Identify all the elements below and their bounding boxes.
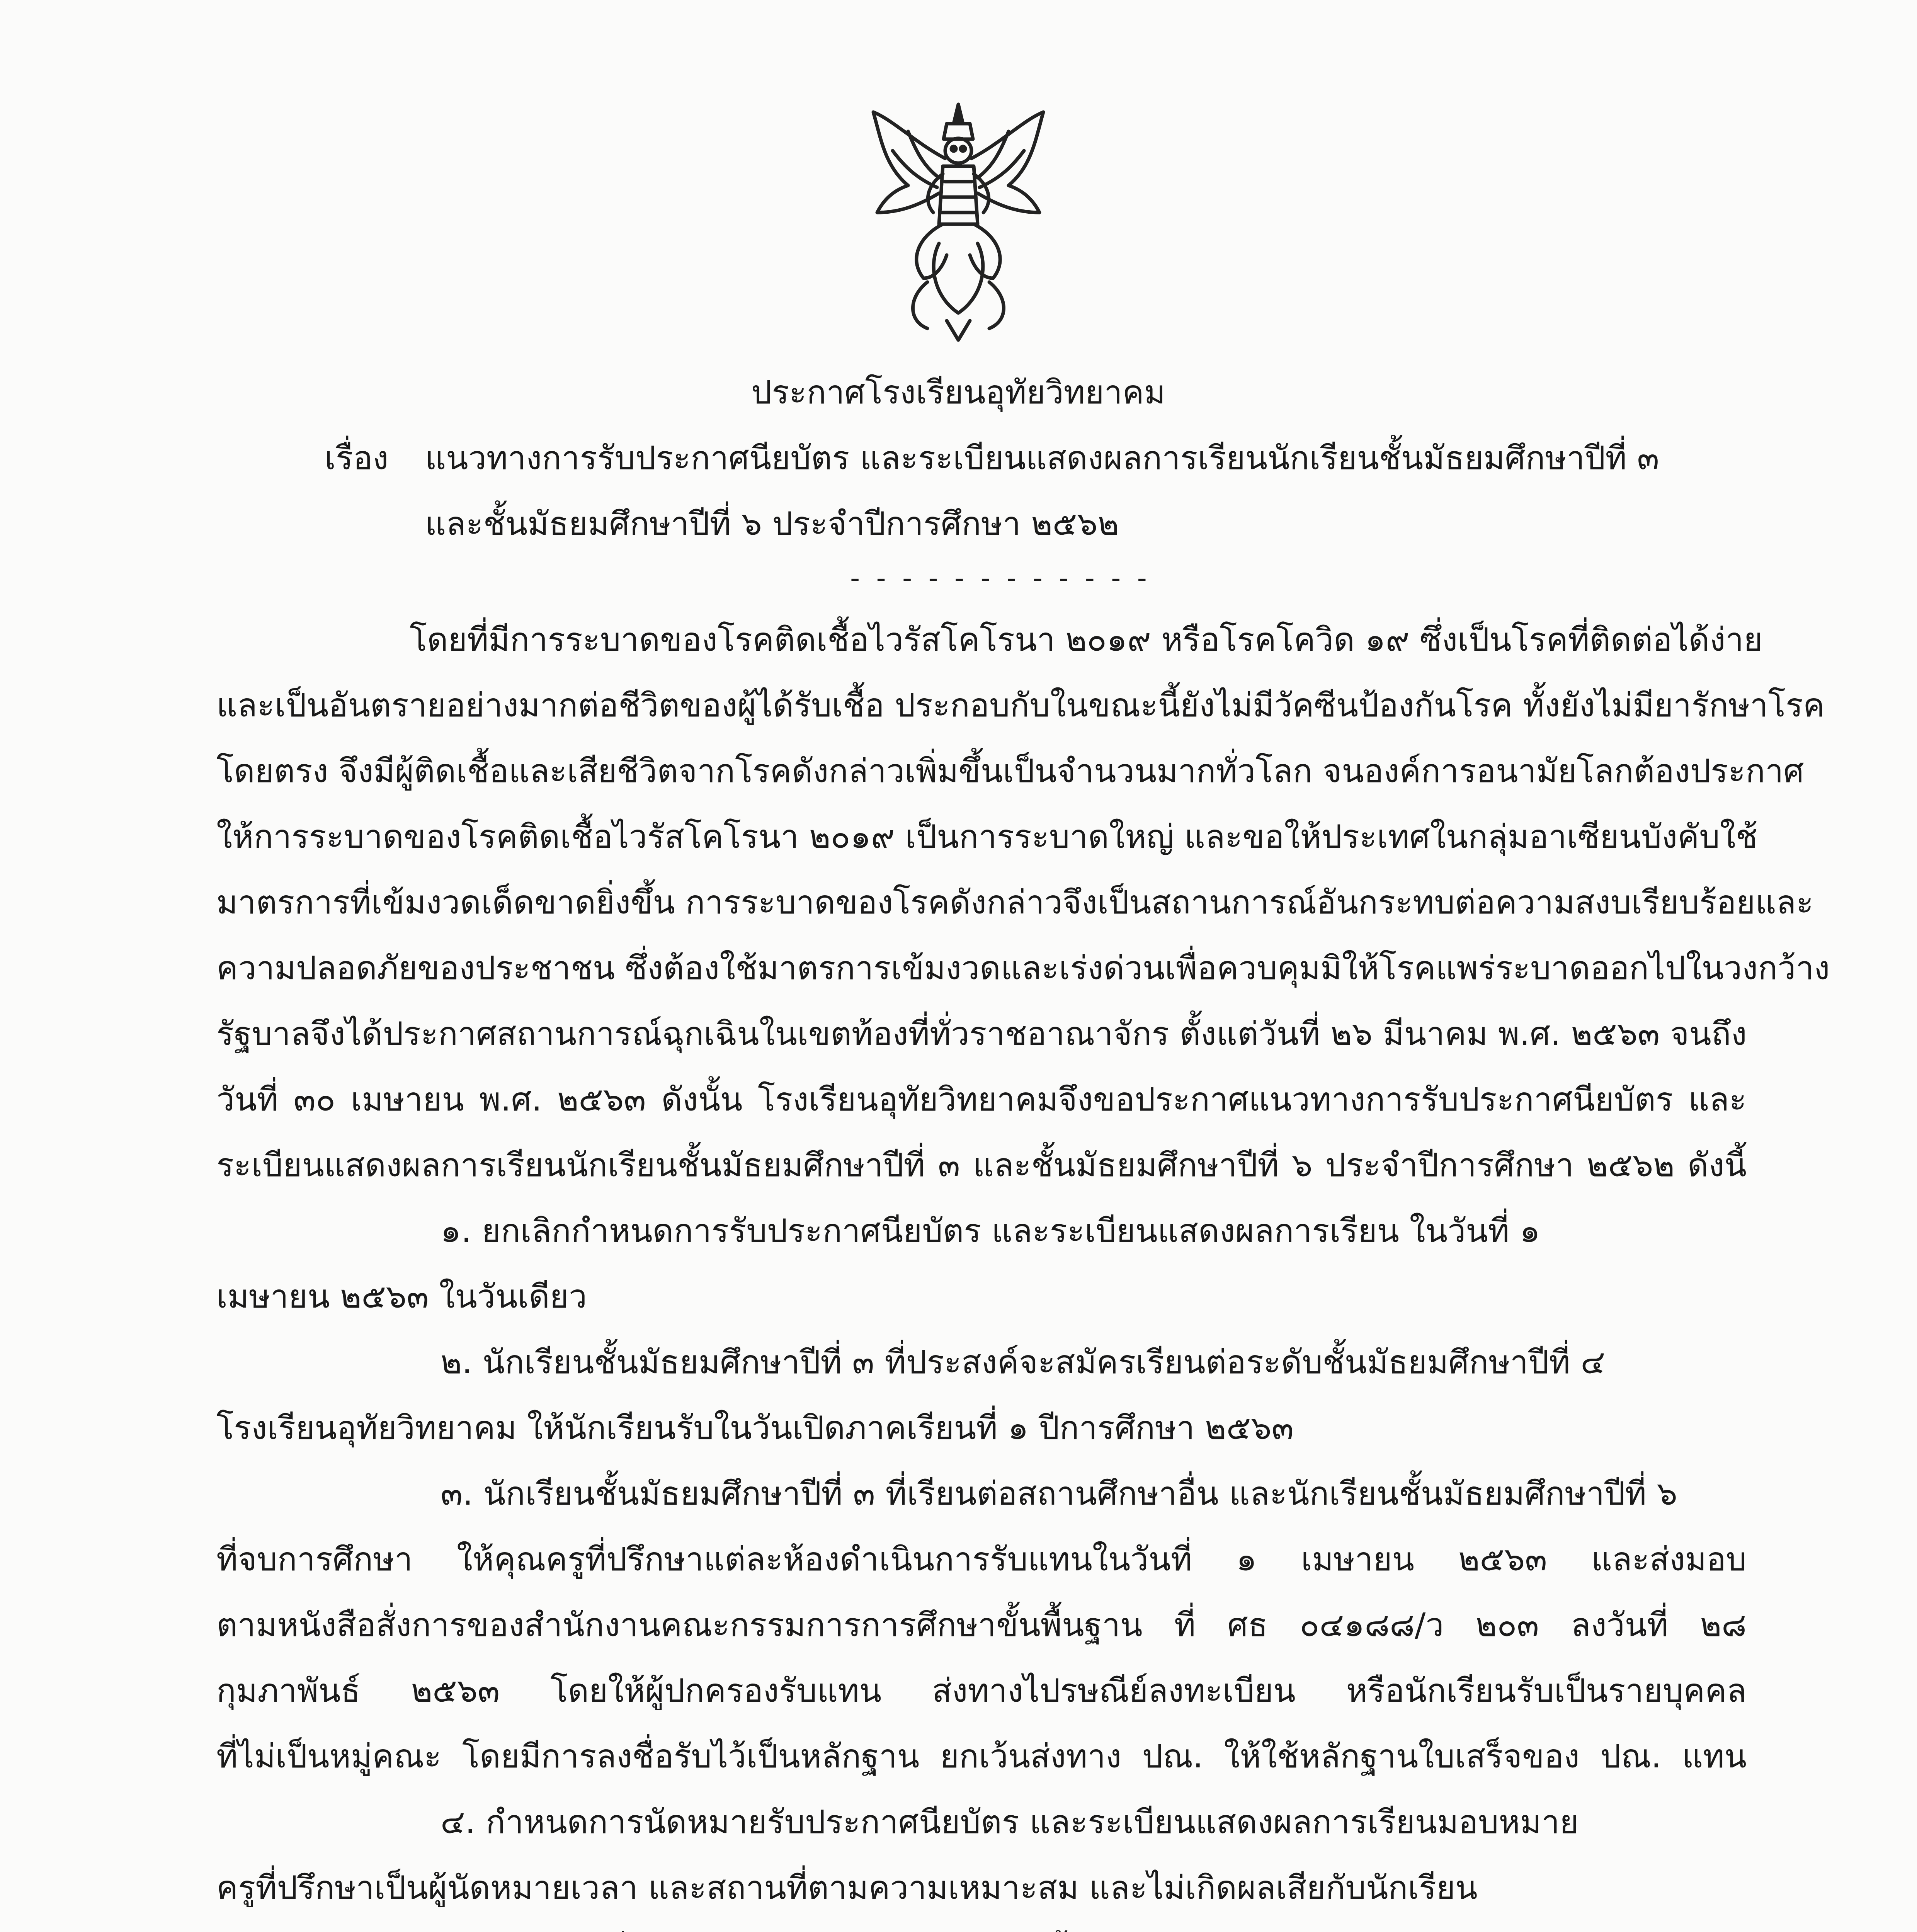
item-2-line: โรงเรียนอุทัยวิทยาคม ให้นักเรียนรับในวันเปิดภาคเรียนที่ ๑ ปีการศึกษา ๒๕๖๓ xyxy=(216,1409,1294,1447)
item-1-line: เมษายน ๒๕๖๓ ในวันเดียว xyxy=(216,1277,587,1315)
preamble-line: ระเบียนแสดงผลการเรียนนักเรียนชั้นมัธยมศึกษาปีที่ ๓ และชั้นมัธยมศึกษาปีที่ ๖ ประจำปีการศึกษา ๒๕๖๒ ดังนี้ xyxy=(216,1146,1747,1184)
preamble-line: โดยที่มีการระบาดของโรคติดเชื้อไวรัสโคโรนา ๒๐๑๙ หรือโรคโควิด ๑๙ ซึ่งเป็นโรคที่ติดต่อได้ง่าย xyxy=(410,621,1763,658)
item-4-line: ครูที่ปรึกษาเป็นผู้นัดหมายเวลา และสถานที่ตามความเหมาะสม และไม่เกิดผลเสียกับนักเรียน xyxy=(216,1869,1478,1906)
item-3-line: ที่ไม่เป็นหมู่คณะ โดยมีการลงชื่อรับไว้เป็นหลักฐาน ยกเว้นส่งทาง ปณ. ให้ใช้หลักฐานใบเสร็จของ ปณ. แทน xyxy=(216,1737,1747,1775)
item-1-line: ๑. ยกเลิกกำหนดการรับประกาศนียบัตร และระเบียนแสดงผลการเรียน ในวันที่ ๑ xyxy=(441,1212,1541,1250)
item-2-line: ๒. นักเรียนชั้นมัธยมศึกษาปีที่ ๓ ที่ประสงค์จะสมัครเรียนต่อระดับชั้นมัธยมศึกษาปีที่ ๔ xyxy=(441,1343,1606,1381)
preamble-line: มาตรการที่เข้มงวดเด็ดขาดยิ่งขึ้น การระบาดของโรคดังกล่าวจึงเป็นสถานการณ์อันกระทบต่อความสงบเรียบร้อยและ xyxy=(216,883,1814,921)
subject-line-1: แนวทางการรับประกาศนียบัตร และระเบียนแสดงผลการเรียนนักเรียนชั้นมัธยมศึกษาปีที่ ๓ xyxy=(425,439,1659,477)
preamble-line: และเป็นอันตรายอย่างมากต่อชีวิตของผู้ได้รับเชื้อ ประกอบกับในขณะนี้ยังไม่มีวัคซีนป้องกันโรค ทั้งยังไม่มียารักษาโรค xyxy=(216,686,1825,724)
item-3-line: ตามหนังสือสั่งการของสำนักงานคณะกรรมการการศึกษาขั้นพื้นฐาน ที่ ศธ ๐๔๑๘๘/ว ๒๐๓ ลงวันที่ ๒๘ xyxy=(216,1606,1747,1644)
preamble-line: ความปลอดภัยของประชาชน ซึ่งต้องใช้มาตรการเข้มงวดและเร่งด่วนเพื่อควบคุมมิให้โรคแพร่ระบาดออกไปในวงกว้าง xyxy=(216,949,1830,987)
preamble-line: รัฐบาลจึงได้ประกาศสถานการณ์ฉุกเฉินในเขตท้องที่ทั่วราชอาณาจักร ตั้งแต่วันที่ ๒๖ มีนาคม พ.ศ. ๒๕๖๓ จนถึง xyxy=(216,1015,1747,1053)
item-4-line: ๔. กำหนดการนัดหมายรับประกาศนียบัตร และระเบียนแสดงผลการเรียนมอบหมาย xyxy=(441,1803,1579,1841)
preamble-line: วันที่ ๓๐ เมษายน พ.ศ. ๒๕๖๓ ดังนั้น โรงเรียนอุทัยวิทยาคมจึงขอประกาศแนวทางการรับประกาศนียบัตร และ xyxy=(216,1080,1747,1118)
announcement-title: ประกาศโรงเรียนอุทัยวิทยาคม xyxy=(751,373,1166,411)
preamble-line: ให้การระบาดของโรคติดเชื้อไวรัสโคโรนา ๒๐๑๙ เป็นการระบาดใหญ่ และขอให้ประเทศในกลุ่มอาเซียนบังคับใช้ xyxy=(216,818,1758,855)
subject-label: เรื่อง xyxy=(325,439,389,477)
subject-line-2: และชั้นมัธยมศึกษาปีที่ ๖ ประจำปีการศึกษา ๒๕๖๒ xyxy=(425,505,1119,543)
garuda-emblem-icon xyxy=(850,97,1067,344)
item-3-line: กุมภาพันธ์ ๒๕๖๓ โดยให้ผู้ปกครองรับแทน ส่งทางไปรษณีย์ลงทะเบียน หรือนักเรียนรับเป็นรายบุคคล xyxy=(216,1672,1747,1709)
item-3-line: ที่จบการศึกษา ให้คุณครูที่ปรึกษาแต่ละห้องดำเนินการรับแทนในวันที่ ๑ เมษายน ๒๕๖๓ และส่งมอบ xyxy=(216,1540,1747,1578)
item-3-line: ๓. นักเรียนชั้นมัธยมศึกษาปีที่ ๓ ที่เรียนต่อสถานศึกษาอื่น และนักเรียนชั้นมัธยมศึกษาปีที่ ๖ xyxy=(441,1475,1677,1512)
separator-dashes: - - - - - - - - - - - - xyxy=(850,562,1151,594)
preamble-line: โดยตรง จึงมีผู้ติดเชื้อและเสียชีวิตจากโรคดังกล่าวเพิ่มขึ้นเป็นจำนวนมากทั่วโลก จนองค์การอนามัยโลกต้องประกาศ xyxy=(216,752,1804,790)
